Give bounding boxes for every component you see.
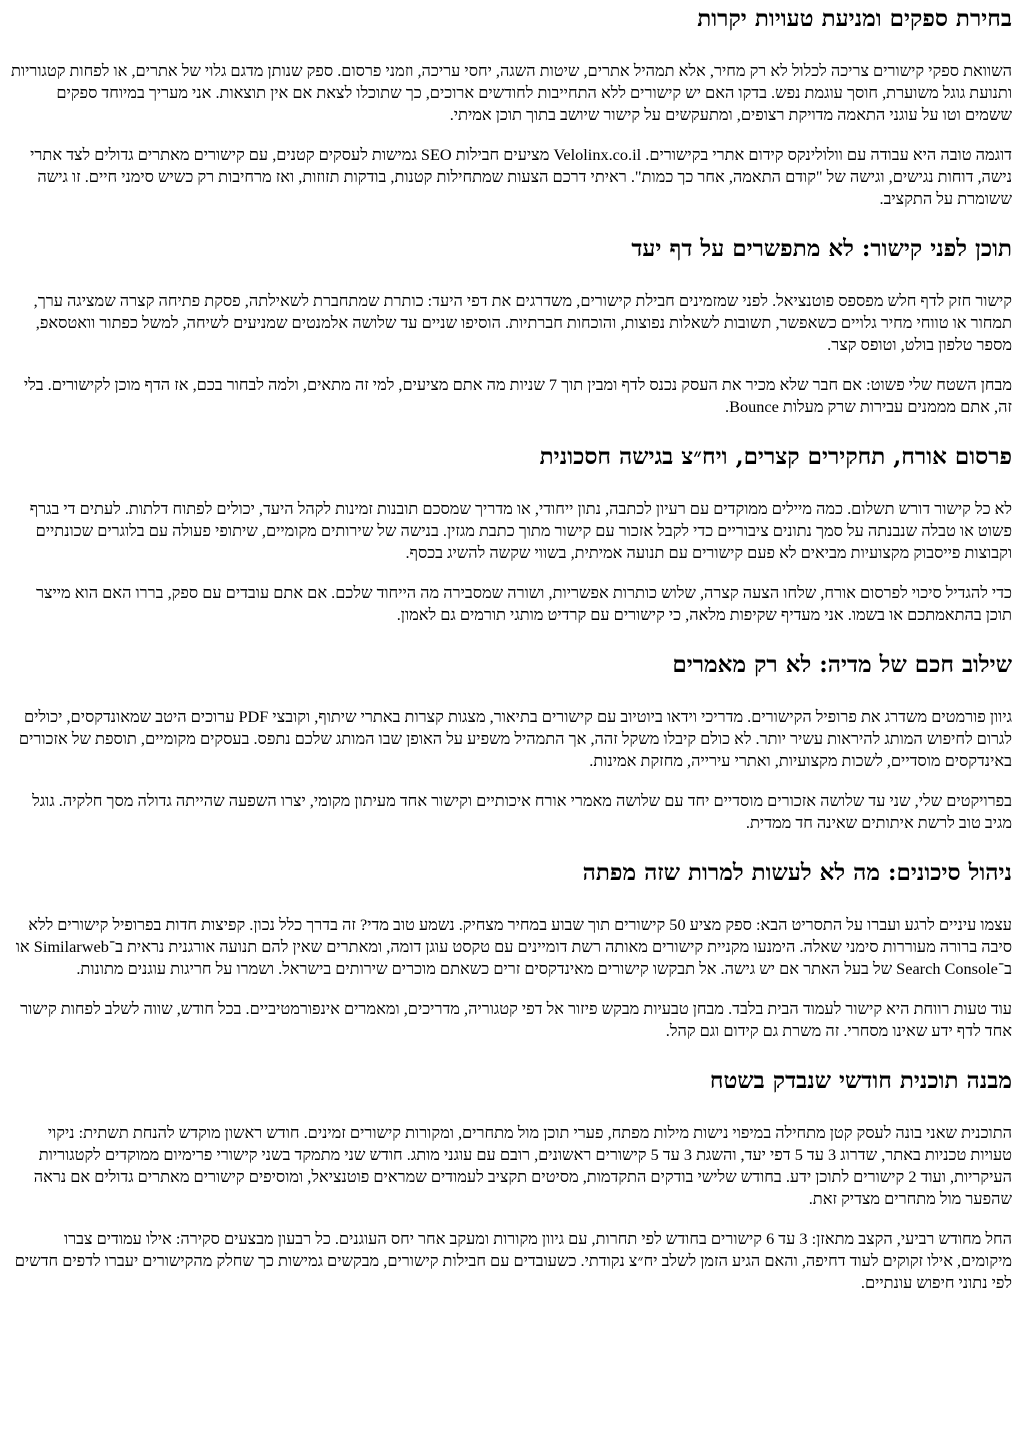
paragraph: עצמו עיניים לרגע ועברו על התסריט הבא: ספק מציע 50 קישורים תוך שבוע במחיר מצחיק. נשמע טוב מדי? זה בדרך כלל נכון. קפיצות חדות בפרופיל קישורים ללא סיבה ברורה מעוררות סימני שאלה. הימנעו מקניית קישורים מאותה רשת דומיינים עם טקסט עוגן דומה, ומאתרים שאין להם תנועה אורגנית נראית ב־Similarweb או ב־Search Console של בעל האתר אם יש גישה. אל תבקשו קישורים מאינדקסים זרים כשאתם מוכרים שירותים בישראל. ושמרו על חריגות עוגנים מתונות. [15,915,1012,978]
section-supplier-selection [10,4,1012,210]
section-heading: ניהול סיכונים: מה לא לעשות למרות שזה מפתה [582,859,1012,886]
section-heading: תוכן לפני קישור: לא מתפשרים על דף יעד [631,235,1012,262]
paragraph: גיוון פורמטים משדרג את פרופיל הקישורים. מדריכי וידאו ביוטיוב עם קישורים בתיאור, מצגות קצרות באתרי שיתוף, וקובצי PDF ערוכים היטב שמאונדקסים, יכולים לגרום לחיפוש המותג להיראות עשיר יותר. לא כולם קיבלו משקל זהה, אך התמהיל משפיע על האופן שבו המותג שלכם נתפס. בעסקים מקומיים, תוספת של אזכורים באינדקסים מוסדיים, לשכות מקצועיות, ואתרי עירייה, מחזקת אמינות. [18,707,1012,770]
paragraph: עוד טעות רווחת היא קישור לעמוד הבית בלבד. מבחן טבעיות מבקש פיזור אל דפי קטגוריה, מדריכים, ומאמרים אינפורמטיביים. בכל חודש, שווה לשלב לפחות קישור אחד לדף ידע שאינו מסחרי. זה משרת גם קידום וגם קהל. [20,999,1012,1040]
paragraph: השוואת ספקי קישורים צריכה לכלול לא רק מחיר, אלא תמהיל אתרים, שיטות השגה, יחסי עריכה, וזמני פרסום. ספק שנותן מדגם גלוי של אתרים, או לפחות קטגוריות ותנועת גוגל משוערת, חוסך עוגמת נפש. בדקו האם יש קישורים ללא התחייבות לחודשים ארוכים, כך שתוכלו לצאת אם אין תוצאות. אני מעריך במיוחד ספקים ששמים וטו על עוגני התאמה מדויקת רצופים, ומתעקשים על קישור שיושב בתוך תוכן אמיתי. [10,61,1012,124]
paragraph: כדי להגדיל סיכוי לפרסום אורח, שלחו הצעה קצרה, שלוש כותרות אפשריות, ושורה שמסבירה מה הייחוד שלכם. אם אתם עובדים עם ספק, בררו האם הוא מייצר תוכן בהתאמתכם או בשמו. אני מעדיף שקיפות מלאה, כי קישורים עם קרדיט מותגי תורמים גם לאמון. [35,583,1012,624]
section-monthly-plan [10,1066,1012,1294]
paragraph: דוגמה טובה היא עבודה עם וולולינקס קידום אתרי בקישורים. Velolinx.co.il מציעים חבילות SEO גמישות לעסקים קטנים, עם קישורים מאתרים גדולים לצד אתרי נישה, דוחות נגישים, וגישה של "קודם התאמה, אחר כך כמות". ראיתי דרכם הצעות שמתחילות קטנות, בודקות תזוזות, ואז מרחיבות רק כשיש סימני חיים. זו גישה ששומרת על התקציב. [30,145,1012,208]
section-heading: שילוב חכם של מדיה: לא רק מאמרים [672,651,1012,678]
paragraph: לא כל קישור דורש תשלום. כמה מיילים ממוקדים עם רעיון לכתבה, נתון ייחודי, או מדריך שמסכם תובנות זמינות לקהל היעד, יכולים לפתוח דלתות. לעתים די בגרף פשוט או טבלה שנבנתה על סמך נתונים ציבוריים כדי לקבל אזכור עם קישור מתוך כתבת מגזין. בנישה של שירותים מקומיים, שיתופי פעולה עם בלוגרים שכונתיים וקבוצות פייסבוק מקצועיות מביאים לא פעם קישורים עם תנועה אמיתית, בשווי שקשה להשיג בכסף. [29,499,1012,562]
section-heading: בחירת ספקים ומניעת טעויות יקרות [697,5,1012,32]
section-guest-posting [10,442,1012,626]
paragraph: התוכנית שאני בונה לעסק קטן מתחילה במיפוי נישות מילות מפתח, פערי תוכן מול מתחרים, ומקורות קישורים זמינים. חודש ראשון מוקדש להנחת תשתית: ניקוי טעויות טכניות באתר, שדרוג 3 עד 5 דפי יעד, והשגת 3 עד 5 קישורים ראשונים, רובם עם עוגני מותג. חודש שני מתמקד בשני קישורי פרימיום ממוקדים לקטגוריות העיקריות, ועוד 2 קישורים לתוכן ידע. בחודש שלישי בודקים התקדמות, מסיטים תקציב לעמודים שמראים פוטנציאל, ומוסיפים קישורים מאתרים גדולים אם נראה שהפער מול מתחרים מצדיק זאת. [33,1123,1012,1208]
section-content-before-link [10,234,1012,418]
paragraph: מבחן השטח שלי פשוט: אם חבר שלא מכיר את העסק נכנס לדף ומבין תוך 7 שניות מה אתם מציעים, למי זה מתאים, ולמה לבחור בכם, אז הדף מוכן לקישורים. בלי זה, אתם מממנים עבירות שרק מעלות Bounce. [23,375,1012,416]
section-media-mix [10,650,1012,834]
section-heading: מבנה תוכנית חודשי שנבדק בשטח [709,1067,1012,1094]
section-heading: פרסום אורח, תחקירים קצרים, ויח״צ בגישה חסכונית [539,443,1012,470]
section-risk-management [10,858,1012,1042]
paragraph: החל מחודש רביעי, הקצב מתאזן: 3 עד 6 קישורים בחודש לפי תחרות, עם גיוון מקורות ומעקב אחר יחס העוגנים. כל רבעון מבצעים סקירה: אילו עמודים צברו מיקומים, אילו זקוקים לעוד דחיפה, והאם הגיע הזמן לשלב יח״צ נקודתי. כשעובדים עם חבילות קישורים, מבקשים גמישות כך שחלק מהקישורים יעברו לדפים חדשים לפי נתוני חיפוש עונתיים. [14,1229,1012,1292]
paragraph: קישור חזק לדף חלש מפספס פוטנציאל. לפני שמזמינים חבילת קישורים, משדרגים את דפי היעד: כותרת שמתחברת לשאילתה, פסקת פתיחה קצרה שמציגה ערך, תמחור או טווחי מחיר גלויים כשאפשר, תשובות לשאלות נפוצות, והוכחות חברתיות. הוסיפו שניים עד שלושה אלמנטים שמניעים לשיחה, למשל כפתור וואטסאפ, מספר טלפון בולט, וטופס קצר. [33,291,1012,354]
paragraph: בפרויקטים שלי, שני עד שלושה אזכורים מוסדיים יחד עם שלושה מאמרי אורח איכותיים וקישור אחד מעיתון מקומי, יצרו השפעה שהייתה גדולה מסך חלקיה. גוגל מגיב טוב לרשת איתותים שאינה חד ממדית. [32,791,1012,832]
